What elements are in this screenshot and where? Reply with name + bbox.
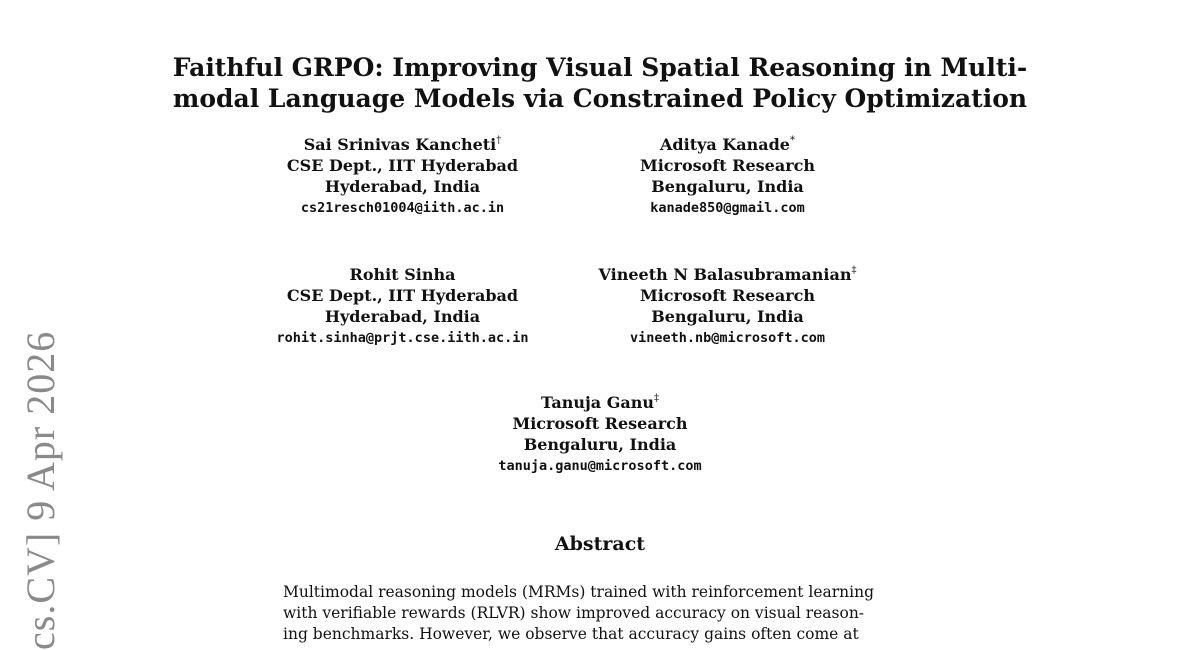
author-name-text: Vineeth N Balasubramanian	[598, 265, 852, 284]
author-affiliation: Microsoft Research	[640, 156, 815, 175]
author-name-text: Sai Srinivas Kancheti	[303, 135, 497, 154]
author-name	[250, 130, 555, 155]
author-location: Bengaluru, India	[523, 435, 677, 454]
author-block	[400, 388, 800, 477]
arxiv-side-stamp: cs.CV] 9 Apr 2026	[18, 330, 63, 650]
author-affiliation: Microsoft Research	[640, 286, 815, 305]
author-location: Bengaluru, India	[651, 177, 804, 196]
author-name	[575, 260, 880, 285]
author-affiliation: Microsoft Research	[512, 414, 688, 433]
author-email[interactable]: cs21resch01004@iith.ac.in	[300, 200, 505, 216]
author-email[interactable]: tanuja.ganu@microsoft.com	[498, 458, 702, 474]
paper-title	[150, 52, 1050, 114]
author-block	[575, 260, 880, 349]
author-mark: ‡	[654, 393, 660, 404]
author-block	[250, 260, 555, 349]
author-mark: ‡	[851, 265, 857, 276]
author-location: Hyderabad, India	[324, 307, 481, 326]
author-email[interactable]: rohit.sinha@prjt.cse.iith.ac.in	[276, 330, 529, 346]
author-mark: *	[789, 135, 795, 146]
author-block	[250, 130, 555, 219]
author-affiliation: CSE Dept., IIT Hyderabad	[286, 286, 519, 305]
author-email[interactable]: kanade850@gmail.com	[650, 200, 805, 216]
author-mark: †	[496, 135, 502, 146]
author-name-text: Aditya Kanade	[660, 135, 790, 154]
author-location: Bengaluru, India	[651, 307, 804, 326]
title-line-2: modal Language Models via Constrained Policy Optimization	[172, 84, 1028, 113]
title-line-1: Faithful GRPO: Improving Visual Spatial Reasoning in Multi-	[172, 53, 1028, 82]
author-name	[250, 260, 555, 285]
author-location: Hyderabad, India	[324, 177, 481, 196]
abstract-line: with verifiable rewards (RLVR) show improved accuracy on visual reason-	[283, 604, 865, 622]
abstract-body	[283, 582, 917, 645]
author-block	[575, 130, 880, 219]
author-name	[400, 388, 800, 413]
abstract-line: ing benchmarks. However, we observe that accuracy gains often come at	[283, 625, 859, 643]
author-email[interactable]: vineeth.nb@microsoft.com	[629, 330, 826, 346]
abstract-line: Multimodal reasoning models (MRMs) trained with reinforcement learning	[283, 583, 874, 601]
author-affiliation: CSE Dept., IIT Hyderabad	[286, 156, 519, 175]
author-name-text: Tanuja Ganu	[540, 393, 655, 412]
abstract-heading: Abstract	[554, 533, 646, 555]
author-name	[575, 130, 880, 155]
author-name-text: Rohit Sinha	[349, 265, 456, 284]
